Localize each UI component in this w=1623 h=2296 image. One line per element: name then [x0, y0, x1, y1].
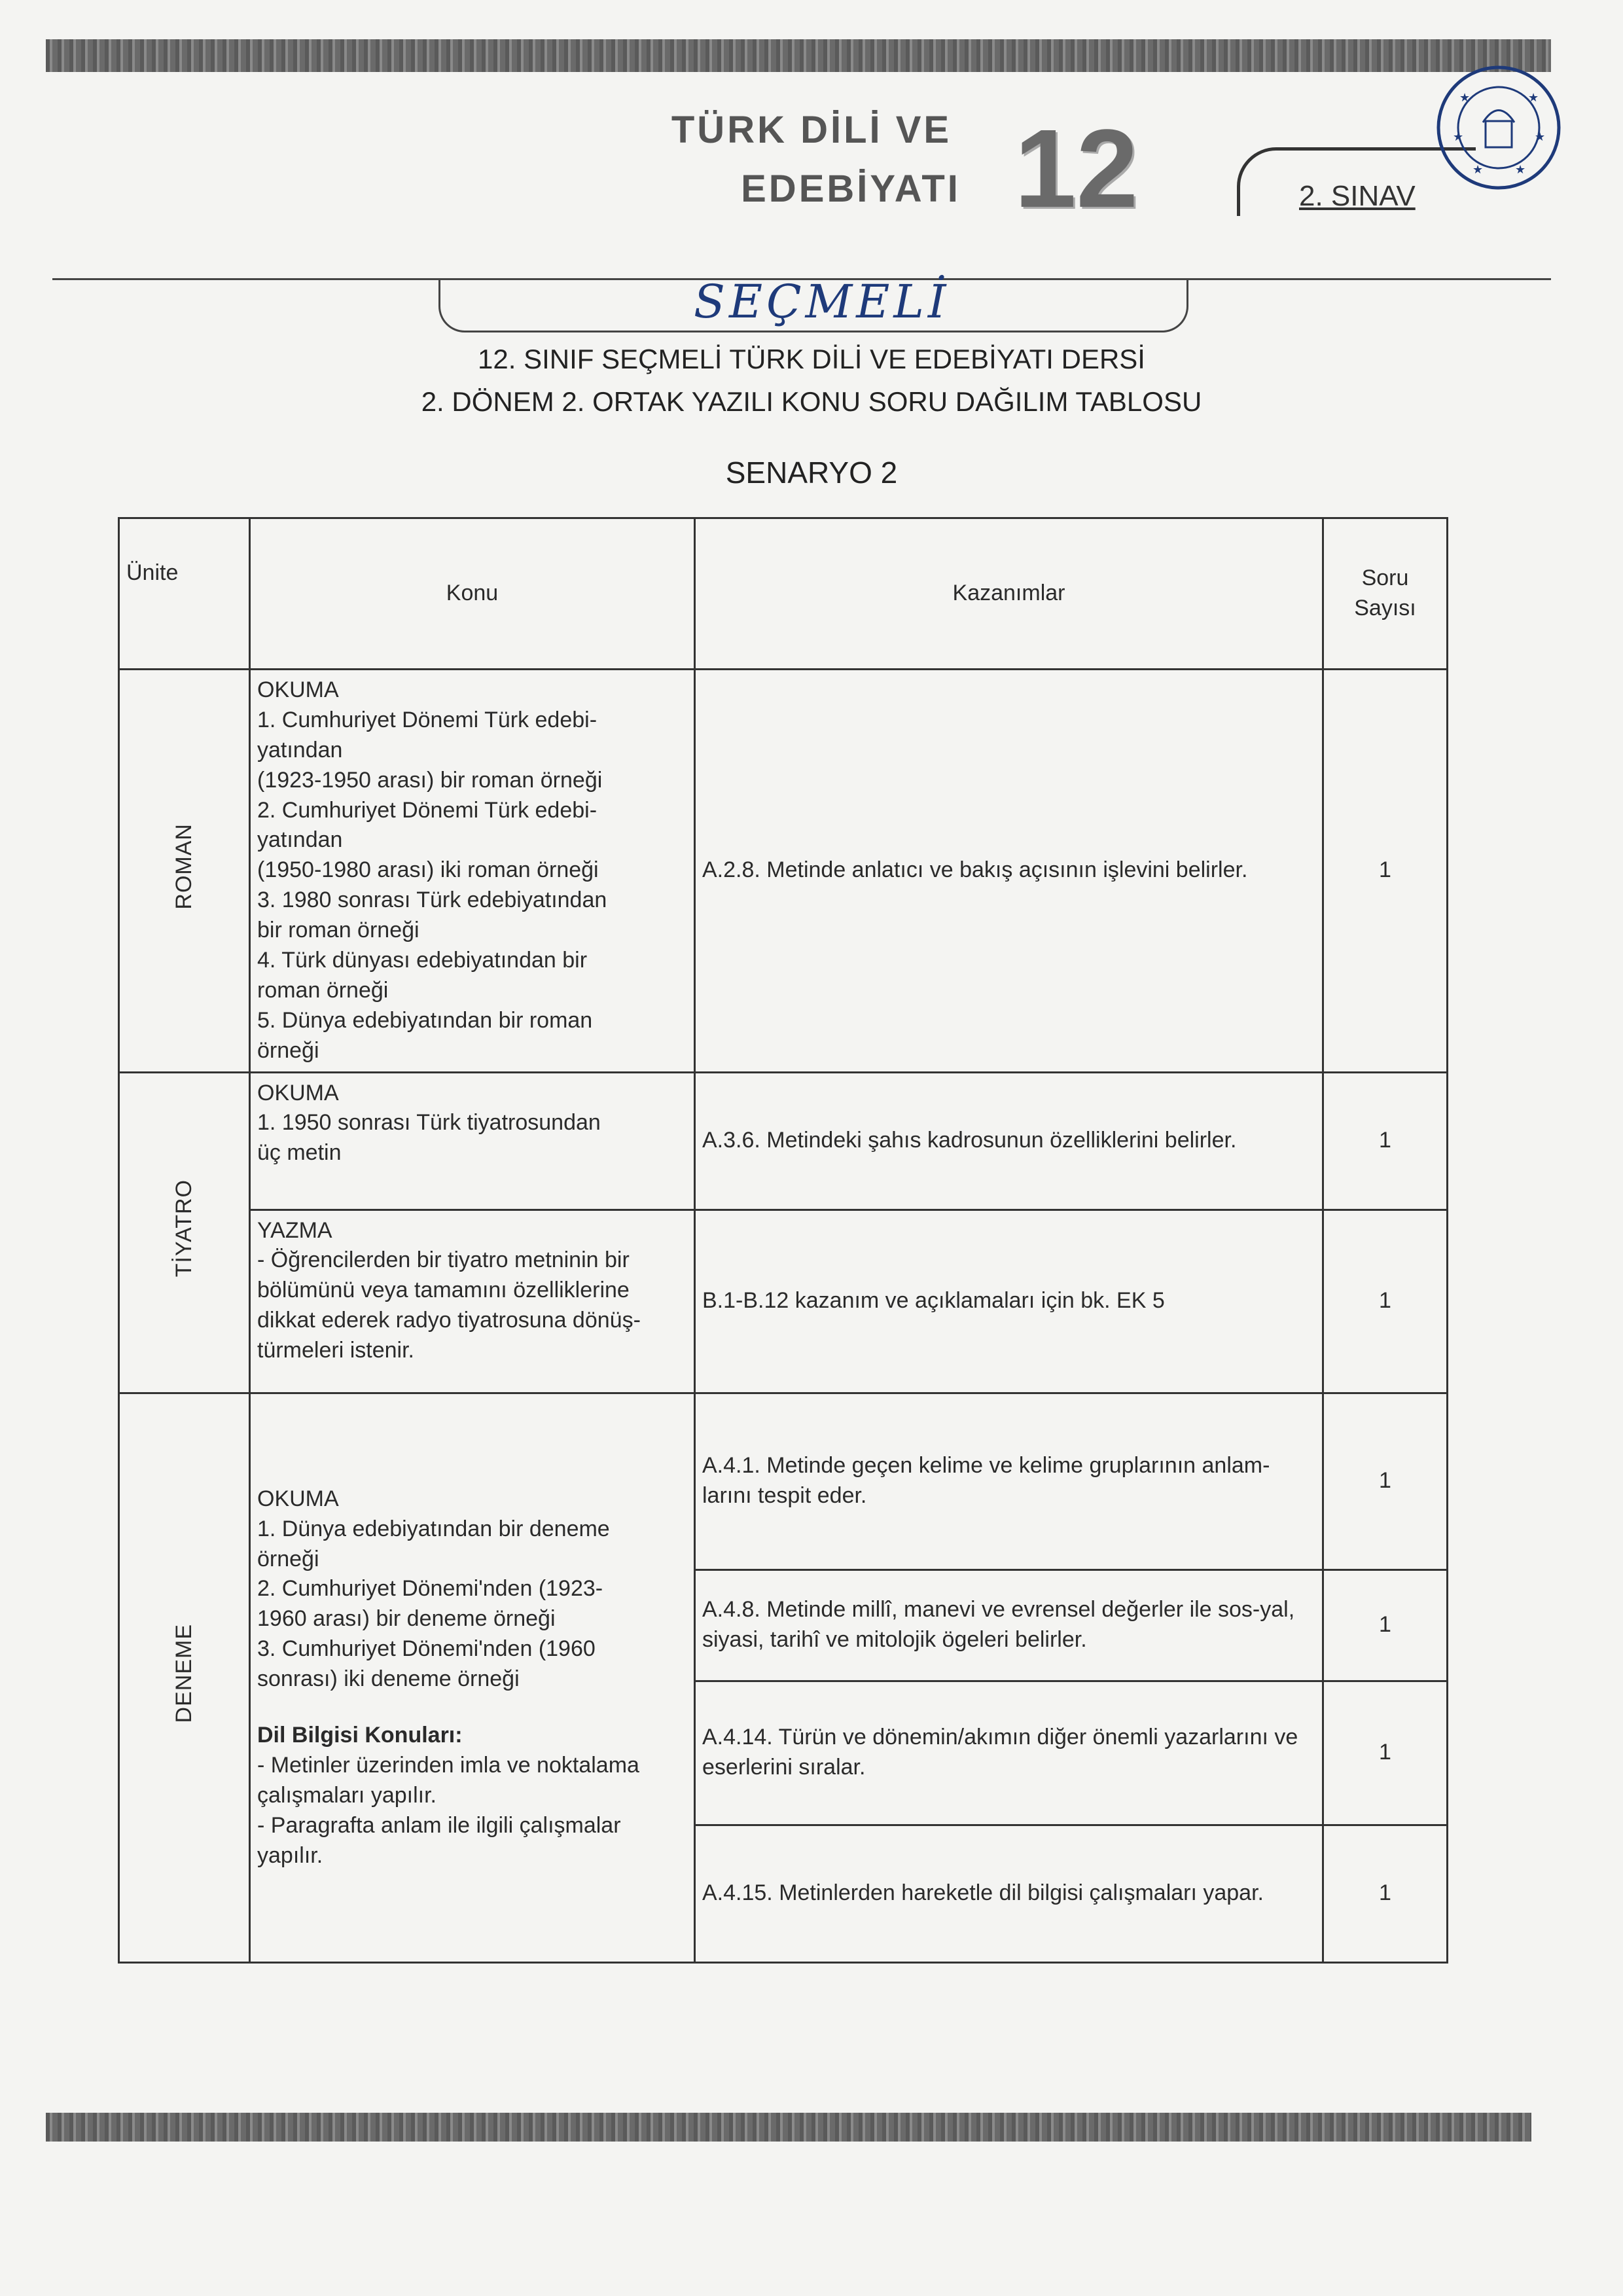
konu-line: türmeleri istenir. — [257, 1338, 414, 1363]
table-row — [119, 670, 1448, 1073]
konu-line: 1. Cumhuriyet Dönemi Türk edebi- — [257, 707, 597, 732]
konu-line: bir roman örneği — [257, 918, 419, 943]
svg-text:★: ★ — [1459, 91, 1471, 104]
konu-line: 1. 1950 sonrası Türk tiyatrosundan — [257, 1110, 601, 1136]
soru-cell: 1 — [1323, 670, 1448, 1073]
handwritten-note: SEÇMELİ — [694, 275, 950, 329]
unit-tiyatro — [119, 1072, 250, 1393]
soru-cell: 1 — [1323, 1825, 1448, 1962]
konu-line: yatından — [257, 827, 343, 853]
soru-cell: 1 — [1323, 1393, 1448, 1570]
konu-line: OKUMA — [257, 1486, 339, 1511]
dil-bilgisi-title: Dil Bilgisi Konuları: — [257, 1722, 463, 1748]
konu-line: 1960 arası) bir deneme örneği — [257, 1606, 556, 1632]
top-decorative-band — [46, 39, 1551, 72]
unit-label: DENEME — [171, 1623, 196, 1723]
svg-text:★: ★ — [1528, 91, 1539, 104]
konu-line: (1950-1980 arası) iki roman örneği — [257, 857, 599, 883]
unit-label: TİYATRO — [171, 1179, 196, 1278]
course-title-line1: TÜRK DİLİ VE — [671, 109, 952, 151]
table-header-row — [119, 518, 1448, 670]
konu-line: üç metin — [257, 1140, 342, 1166]
grade-number: 12 — [1014, 107, 1139, 231]
soru-cell: 1 — [1323, 1210, 1448, 1393]
kazanim-cell: A.4.8. Metinde millî, manevi ve evrensel değerler ile sos-yal, siyasi, tarihî ve mitolojik ögeleri belirler. — [695, 1570, 1323, 1681]
soru-cell: 1 — [1323, 1570, 1448, 1681]
kazanim-cell: A.4.14. Türün ve dönemin/akımın diğer önemli yazarlarını ve eserlerini sıralar. — [695, 1681, 1323, 1825]
exam-label: 2. SINAV — [1299, 180, 1416, 212]
unit-deneme — [119, 1393, 250, 1962]
scenario-title: SENARYO 2 — [725, 456, 898, 490]
kazanim-cell: B.1-B.12 kazanım ve açıklamaları için bk. EK 5 — [695, 1210, 1323, 1393]
konu-line: 4. Türk dünyası edebiyatından bir — [257, 948, 588, 973]
header-unite: Ünite — [119, 518, 250, 670]
konu-line: 3. Cumhuriyet Dönemi'nden (1960 — [257, 1636, 596, 1662]
konu-line: roman örneği — [257, 977, 389, 1003]
konu-line: çalışmaları yapılır. — [257, 1782, 437, 1808]
document-heading-line1: 12. SINIF SEÇMELİ TÜRK DİLİ VE EDEBİYATI DERSİ — [478, 344, 1145, 374]
konu-line: yatından — [257, 737, 343, 762]
konu-line: YAZMA — [257, 1217, 332, 1243]
header-soru: Soru Sayısı — [1323, 518, 1448, 670]
soru-cell: 1 — [1323, 1072, 1448, 1210]
konu-line: 5. Dünya edebiyatından bir roman — [257, 1007, 593, 1033]
unit-label: ROMAN — [171, 823, 196, 910]
konu-roman — [250, 670, 695, 1073]
spacer — [257, 1695, 687, 1721]
konu-line: (1923-1950 arası) bir roman örneği — [257, 767, 603, 793]
konu-line: OKUMA — [257, 1080, 339, 1105]
document-heading-line2: 2. DÖNEM 2. ORTAK YAZILI KONU SORU DAĞILIM TABLOSU — [421, 386, 1202, 417]
konu-tiyatro-okuma — [250, 1072, 695, 1210]
konu-line: - Metinler üzerinden imla ve noktalama — [257, 1752, 639, 1778]
svg-text:★: ★ — [1535, 130, 1546, 143]
official-seal-icon — [1433, 62, 1564, 193]
svg-text:★: ★ — [1472, 163, 1484, 176]
unit-roman — [119, 670, 250, 1073]
konu-line: - Öğrencilerden bir tiyatro metninin bir — [257, 1247, 630, 1273]
kazanim-cell: A.3.6. Metindeki şahıs kadrosunun özelliklerini belirler. — [695, 1072, 1323, 1210]
table-row — [119, 1072, 1448, 1210]
svg-text:★: ★ — [1453, 130, 1464, 143]
kazanim-cell: A.2.8. Metinde anlatıcı ve bakış açısının işlevini belirler. — [695, 670, 1323, 1073]
konu-line: örneği — [257, 1546, 319, 1571]
konu-line: 2. Cumhuriyet Dönemi Türk edebi- — [257, 797, 597, 823]
kazanim-cell: A.4.1. Metinde geçen kelime ve kelime gruplarının anlam-larını tespit eder. — [695, 1393, 1323, 1570]
konu-line: sonrası) iki deneme örneği — [257, 1666, 520, 1692]
svg-text:★: ★ — [1515, 163, 1526, 176]
header-kazanimlar: Kazanımlar — [695, 518, 1323, 670]
konu-line: OKUMA — [257, 677, 339, 702]
konu-line: 1. Dünya edebiyatından bir deneme — [257, 1516, 610, 1541]
bottom-decorative-band — [46, 2113, 1531, 2142]
table-row — [119, 1210, 1448, 1393]
konu-line: 3. 1980 sonrası Türk edebiyatından — [257, 888, 607, 913]
distribution-table — [118, 517, 1448, 1964]
kazanim-cell: A.4.15. Metinlerden hareketle dil bilgisi çalışmaları yapar. — [695, 1825, 1323, 1962]
course-title-line2: EDEBİYATI — [741, 168, 961, 210]
header-konu: Konu — [250, 518, 695, 670]
konu-line: yapılır. — [257, 1842, 323, 1868]
konu-line: bölümünü veya tamamını özelliklerine — [257, 1278, 630, 1303]
konu-deneme — [250, 1393, 695, 1962]
konu-line: dikkat ederek radyo tiyatrosuna dönüş- — [257, 1308, 641, 1333]
konu-line: örneği — [257, 1037, 319, 1063]
konu-line: - Paragrafta anlam ile ilgili çalışmalar — [257, 1812, 621, 1838]
konu-line: 2. Cumhuriyet Dönemi'nden (1923- — [257, 1576, 603, 1602]
soru-cell: 1 — [1323, 1681, 1448, 1825]
konu-tiyatro-yazma — [250, 1210, 695, 1393]
table-row — [119, 1393, 1448, 1570]
